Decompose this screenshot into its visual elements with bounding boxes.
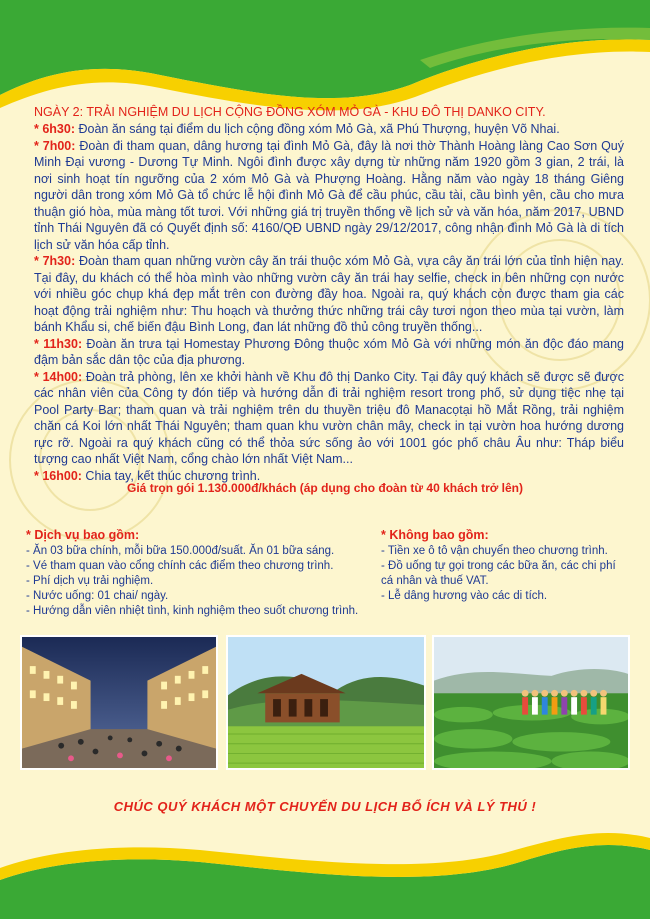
schedule-text: Đoàn ăn sáng tại điểm du lịch cộng đồng xóm Mỏ Gà, xã Phú Thượng, huyện Võ Nhai. [75,122,560,136]
excluded-title: * Không bao gồm: [381,528,489,542]
list-item: - Phí dịch vụ trải nghiệm. [26,575,154,587]
included-services [26,528,366,619]
excluded-list [381,544,626,604]
itinerary [34,121,624,484]
schedule-item [34,138,624,254]
list-item: - Nước uống: 01 chai/ ngày. [26,590,169,602]
list-item: - Hướng dẫn viên nhiệt tình, kinh nghiệm theo suốt chương trình. [26,605,359,617]
photo-tea-garden-group [432,635,630,770]
schedule-text: Đoàn trả phòng, lên xe khởi hành về Khu đô thị Danko City. Tại đây quý khách sẽ được sẽ được các nhân viên của Công ty đón tiếp và hướng dẫn đi trải nghiệm resort trong phố, sử dụng tiệc nhẹ tại Pool Party Bar; tham quan và trải nghiệm trên du thuyền triệu đô Manacọtại hồ Mắt Rồng, trải nghiệm chăn cá Koi lớn nhất Thái Nguyên; tham quan khu vườn chân mây, check in tại vườn hoa hướng dương rực rỡ. Ngoài ra quý khách cũng có thể thỏa sức sống ảo với 1001 góc phố châu Âu như: Tháp biểu tượng cao nhất Việt Nam, cổng chào lớn nhất Việt Nam... [34,369,624,466]
list-item: - Vé tham quan vào cổng chính các điểm theo chương trình. [26,560,334,572]
schedule-item [34,253,624,336]
schedule-item [34,336,624,369]
schedule-text: Chia tay, kết thúc chương trình. [81,468,261,483]
list-item: - Lễ dâng hương vào các di tích. [381,590,548,602]
included-title: * Dịch vụ bao gồm: [26,528,140,542]
list-item: - Đồ uống tự gọi trong các bữa ăn, các chi phí cá nhân và thuế VAT. [381,560,616,587]
schedule-text: Đoàn tham quan những vườn cây ăn trái thuộc xóm Mỏ Gà, vựa cây ăn trái lớn của tỉnh hiện nay. Tại đây, du khách có thể hòa mình vào những vườn cây ăn trái hay selfie, check in bên những cọn nước với nhiều góc chụp khá đẹp mắt trên con đường đầy hoa. Ngoài ra, quý khách còn được tham gia các hoạt động trải nghiệm như: Thu hoạch và thưởng thức những trái cây tươi ngon theo mùa tại vườn, làm bánh Khẩu si, chế biến đậu Bình Long, đan lát những đồ thủ công truyền thống... [34,254,624,334]
schedule-time: * 7h00: [34,138,76,153]
schedule-item [34,121,624,138]
schedule-item [34,369,624,468]
package-price: Giá trọn gói 1.130.000đ/khách (áp dụng cho đoàn từ 40 khách trở lên) [127,481,523,495]
schedule-time: * 16h00: [34,468,82,483]
schedule-time: * 7h30: [34,254,76,268]
list-item: - Tiền xe ô tô vận chuyển theo chương trình. [381,545,608,557]
schedule-time: * 11h30: [34,336,83,351]
photo-mo-ga-communal-house [226,635,426,770]
schedule-text: Đoàn ăn trưa tại Homestay Phương Đông thuộc xóm Mỏ Gà với những món ăn độc đáo mang đậm bản sắc dân tộc của địa phương. [34,336,624,367]
schedule-time: * 14h00: [34,369,83,384]
schedule-text: Đoàn đi tham quan, dâng hương tại đình Mỏ Gà, đây là nơi thờ Thành Hoàng làng Cao Sơn Quý Minh Đại vương - Dương Tự Minh. Ngôi đình được xây dựng từ những năm 1920 gồm 3 gian, 2 trái, là nơi sinh hoạt tín ngưỡng của 2 xóm Mỏ Gà và Phượng Hoàng. Hằng năm vào ngày 18 tháng Giêng người dân trong xóm Mỏ Gà tổ chức lễ hội đình Mỏ Gà để cầu phúc, cầu tài, cầu bình yên, cầu cho mưa thuận gió hòa, mùa màng tốt tươi. Với những giá trị truyền thống về lịch sử và văn hóa, năm 2017, UBND tỉnh Thái Nguyên đã có Quyết định số: 4160/QĐ UBND ngày 29/12/2017, công nhận đình Mỏ Gà là di tích lịch sử văn hóa cấp tỉnh. [34,138,624,252]
included-list [26,544,366,619]
photo-danko-city-street [20,635,218,770]
list-item: - Ăn 03 bữa chính, mỗi bữa 150.000đ/suất. Ăn 01 bữa sáng. [26,545,335,557]
day-title: NGÀY 2: TRẢI NGHIỆM DU LỊCH CỘNG ĐỒNG XÓM MỎ GÀ - KHU ĐÔ THỊ DANKO CITY. [34,105,546,119]
excluded-services [381,528,626,604]
schedule-time: * 6h30: [34,122,75,136]
closing-message: CHÚC QUÝ KHÁCH MỘT CHUYẾN DU LỊCH BỔ ÍCH VÀ LÝ THÚ ! [113,799,537,814]
